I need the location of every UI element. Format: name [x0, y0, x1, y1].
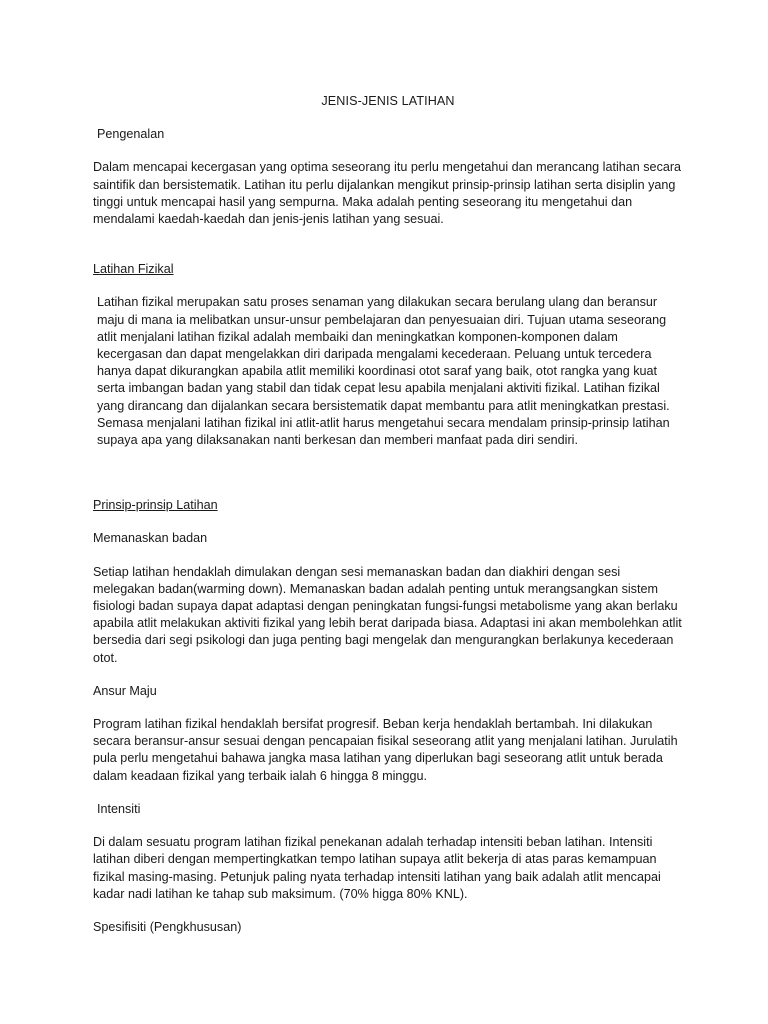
- paragraph-ansur-maju: Program latihan fizikal hendaklah bersifat progresif. Beban kerja hendaklah bertambah. Ini dilakukan secara beransur-ansur sesuai dengan pencapaian fisikal seseorang atlit yang menjalani latihan. Jurulatih pula perlu mengetahui bahawa jangka masa latihan yang diperlukan bagi seseorang atlit untuk berada dalam keadaan fizikal yang terbaik ialah 6 hingga 8 minggu.: [93, 717, 678, 783]
- section-heading-pengenalan: Pengenalan: [97, 127, 165, 142]
- paragraph-pengenalan: Dalam mencapai kecergasan yang optima seseorang itu perlu mengetahui dan merancang latihan secara saintifik dan bersistematik. Latihan itu perlu dijalankan mengikut prinsip-prinsip latihan serta disiplin yang tinggi untuk mencapai hasil yang sempurna. Maka adalah penting seseorang itu mengetahui dan mendalami kaedah-kaedah dan jenis-jenis latihan yang sesuai.: [93, 160, 682, 227]
- section-heading-latihan-fizikal: Latihan Fizikal: [93, 262, 174, 277]
- section-heading-memanaskan-badan: Memanaskan badan: [93, 531, 208, 546]
- section-heading-prinsip-latihan: Prinsip-prinsip Latihan: [93, 498, 218, 513]
- paragraph-latihan-fizikal: Latihan fizikal merupakan satu proses senaman yang dilakukan secara berulang ulang dan beransur maju di mana ia melibatkan unsur-unsur pembelajaran dan penyesuaian diri. Tujuan utama seseorang atlit menjalani latihan fizikal adalah membaiki dan meningkatkan komponen-komponen dalam kecergasan dan dapat mengelakkan diri daripada mengalami kecederaan. Peluang untuk tercedera hanya dapat dikurangkan apabila atlit memiliki koordinasi otot saraf yang baik, otot rangka yang kuat serta imbangan badan yang stabil dan tidak cepat lesu apabila menjalani aktiviti fizikal. Latihan fizikal yang dirancang dan dijalankan secara bersistematik dapat membantu para atlit meningkatkan prestasi. Semasa menjalani latihan fizikal ini atlit-atlit harus mengetahui secara mendalam prinsip-prinsip latihan supaya apa yang dilaksanakan nanti berkesan dan memberi manfaat pada diri sendiri.: [97, 295, 670, 448]
- paragraph-intensiti: Di dalam sesuatu program latihan fizikal penekanan adalah terhadap intensiti beban latihan. Intensiti latihan diberi dengan mempertingkatkan tempo latihan supaya atlit bekerja di atas paras kemampuan fizikal masing-masing. Petunjuk paling nyata terhadap intensiti latihan yang baik adalah atlit mencapai kadar nadi latihan ke tahap sub maksimum. (70% higga 80% KNL).: [93, 835, 661, 901]
- paragraph-memanaskan-badan: Setiap latihan hendaklah dimulakan dengan sesi memanaskan badan dan diakhiri dengan sesi melegakan badan(warming down). Memanaskan badan adalah penting untuk merangsangkan sistem fisiologi badan supaya dapat adaptasi dengan peningkatan fungsi-fungsi metabolisme yang akan berlaku apabila atlit melakukan aktiviti fizikal yang lebih berat daripada biasa. Adaptasi ini akan membolehkan atlit bersedia dari segi psikologi dan juga penting bagi mengelak dan mengurangkan berlakunya kecederaan otot.: [93, 564, 682, 665]
- section-heading-ansur-maju: Ansur Maju: [93, 683, 157, 698]
- document-body: [93, 93, 683, 936]
- document-title: JENIS-JENIS LATIHAN: [321, 94, 455, 108]
- section-heading-spesifisiti: Spesifisiti (Pengkhususan): [93, 919, 242, 934]
- section-heading-intensiti: Intensiti: [97, 801, 141, 816]
